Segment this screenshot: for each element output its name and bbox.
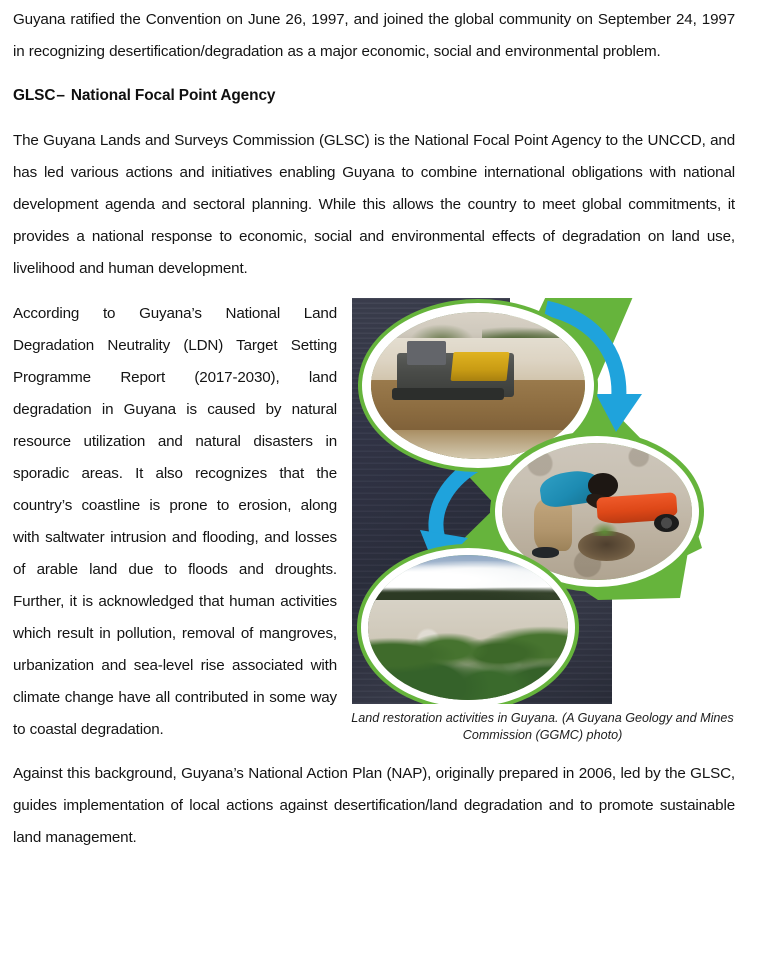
- photo-bulldozer: [371, 312, 585, 459]
- paragraph-nap-body: Against this background, Guyana’s National Action Plan (NAP), originally prepared in 2006, led by the GLSC, guides implementation of local actions against desertification/land degradation and to promote sustainable land management.: [13, 765, 735, 846]
- figure-caption: Land restoration activities in Guyana. (A Guyana Geology and Mines Commission (GGMC) photo): [351, 711, 734, 742]
- photo-collage: [350, 298, 735, 704]
- paragraph-ldn-body: According to Guyana’s National Land Degradation Neutrality (LDN) Target Setting Programme Report (2017-2030), land degradation in Guyana is caused by natural resource utilization and natural disasters in sporadic areas. It also recognizes that the country’s coastline is prone to erosion, along with saltwater intrusion and flooding, and losses of arable land due to floods and droughts. Further, it is acknowledged that human activities which result in pollution, removal of mangroves, urbanization and sea-level rise associated with climate change have all contributed in some way to coastal degradation.: [13, 305, 337, 738]
- photo-mangroves: [368, 555, 568, 700]
- paragraph-intro: Guyana ratified the Convention on June 26, 1997, and joined the global community on September 24, 1997 in recognizing desertification/degradation as a major economic, social and environmental problem.: [13, 11, 735, 60]
- heading-title: National Focal Point Agency: [70, 87, 276, 104]
- wrapped-text-block: [13, 298, 735, 746]
- heading-dash: –: [56, 87, 65, 104]
- document-body: [13, 4, 735, 854]
- heading-abbrev: GLSC: [13, 87, 56, 104]
- paragraph-glsc-body: The Guyana Lands and Surveys Commission (GLSC) is the National Focal Point Agency to the UNCCD, and has led various actions and initiatives enabling Guyana to combine international obligations with national development agenda and sectoral planning. While this allows the country to meet global commitments, it provides a national response to economic, social and environmental effects of degradation on land use, livelihood and human development.: [13, 132, 735, 277]
- figure-land-restoration: [350, 298, 735, 744]
- section-heading-glsc: [13, 81, 735, 111]
